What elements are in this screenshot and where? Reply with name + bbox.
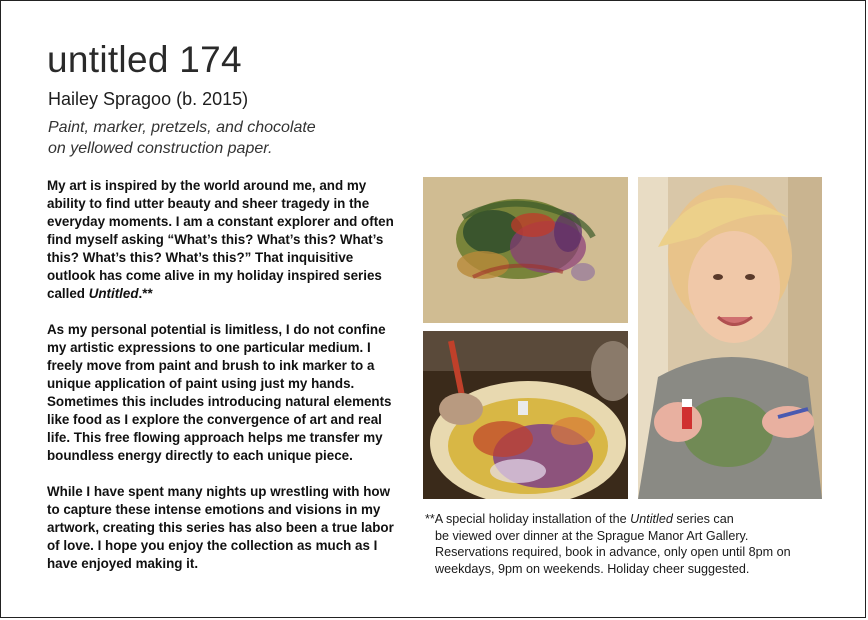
medium-line-2: on yellowed construction paper. (48, 140, 273, 157)
footnote-body: be viewed over dinner at the Sprague Manor Art Gallery. Reservations required, book in advance, only open until 8pm on weekdays, 9pm on weekends. Holiday cheer suggested. (435, 528, 791, 576)
artist-name: Hailey Spragoo (b. 2015) (48, 89, 249, 109)
painting-at-table-photo (423, 331, 628, 499)
footnote (425, 511, 825, 577)
artwork-title: untitled 174 (47, 39, 242, 80)
statement-p1-series-name: Untitled (88, 286, 139, 301)
footnote-prefix: **A special holiday installation of the (425, 512, 631, 526)
statement-paragraph-3: While I have spent many nights up wrestling with how to capture these intense emotions and visions in my artwork, creating this series has also been a true labor of love. I hope you enjoy the collection as much as I have enjoyed making it. (47, 484, 394, 571)
footnote-line1-suffix: series can (672, 512, 734, 526)
statement-p1-text: My art is inspired by the world around me, and my ability to find utter beauty and sheer tragedy in the everyday moments. I am a constant explorer and often find myself asking “What’s this? What’s this? What’s this? What’s this? What’s this?” That inquisitive outlook has come alive in my holiday inspired series called (47, 178, 394, 301)
statement-paragraph-2: As my personal potential is limitless, I do not confine my artistic expressions to one particular medium. I freely move from paint and brush to ink marker to a unique application of paint using just my hands. Sometimes this includes introducing natural elements like food as I explore the convergence of art and real life. This free flowing approach helps me transfer my boundless energy directly to each unique piece. (47, 322, 392, 463)
child-artist-photo (638, 177, 822, 499)
footnote-series-name: Untitled (630, 512, 673, 526)
artist-statement (47, 177, 397, 591)
painting-photo (423, 177, 628, 323)
footnote-line-1 (425, 511, 825, 528)
statement-p1-end: .** (138, 286, 153, 301)
artwork-medium (48, 117, 378, 159)
statement-paragraph-1 (47, 177, 397, 303)
medium-line-1: Paint, marker, pretzels, and chocolate (48, 119, 316, 136)
